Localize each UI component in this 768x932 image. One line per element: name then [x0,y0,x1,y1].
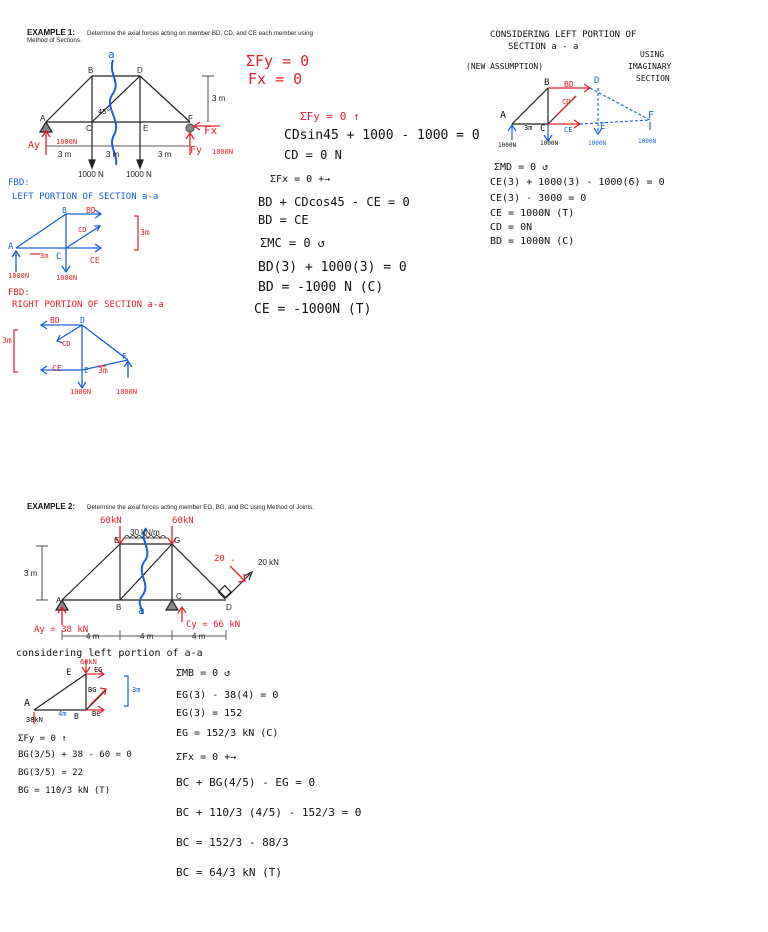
ex2-fbd-reaction: 38kN [26,716,43,724]
ex1-right-title-1: CONSIDERING LEFT PORTION OF [490,30,637,40]
ex1-node-a: A [40,114,46,123]
ex1-fbd-right-e: E [84,366,89,375]
ex2-fbd-base: 4m [58,710,67,718]
ex1-fbd-left-b: B [62,206,67,215]
ex2-mid-eq-7: BC + 110/3 (4/5) - 152/3 = 0 [176,806,362,819]
ex1-span-1: 3 m [58,150,72,159]
ex2-node-c: C [176,592,182,601]
ex2-fbd-eg: EG [94,666,103,674]
ex2-section-label: a [138,604,145,617]
ex1-fbd-left-load: 1000N [56,274,78,282]
ex1-right-eq-3: CE(3) - 3000 = 0 [490,193,587,204]
ex1-fbd-left-bd: BD [86,206,96,215]
ex2-fbd-load: 60kN [80,658,97,666]
ex2-header [27,502,427,511]
ex1-mid-eq-1: ΣFy = 0 ↑ [300,110,360,123]
ex1-node-f: F [188,114,193,123]
ex1-fbd-left-a: A [8,242,14,252]
ex2-span-3: 4 m [192,632,206,641]
ex1-rfbd-c: C [540,124,546,134]
ex1-fbd-left-cd: CD [78,226,87,234]
ex1-rfbd-d: D [594,76,600,86]
ex1-rfbd-l3: 1000N [588,140,607,147]
ex2-left-eq-1: ΣFy = 0 ↑ [18,734,67,744]
ex2-ay: Ay = 38 kN [34,625,89,635]
ex2-force: 20 kN [258,558,279,567]
ex1-using-1: USING [640,50,665,59]
ex1-fbd-left [12,210,101,272]
ex2-node-a: A [56,596,62,605]
ex1-fbd-left-reaction: 1000N [8,272,30,280]
ex1-fbd-right-base: 3m [98,366,108,375]
ex1-fbd-left-dim: 3m [140,228,150,237]
ex2-mid-eq-3: EG(3) = 152 [176,708,243,719]
ex1-rfbd-a: A [500,110,507,121]
ex1-fbd-right-dim: 3m [2,336,12,345]
ex1-rfbd-f: F [648,110,655,121]
ex2-left-eq-2: BG(3/5) + 38 - 60 = 0 [18,750,132,760]
ex1-dim-height: 3 m [212,94,226,103]
ex1-fbd-right-cd: CD [62,340,71,348]
ex1-rfbd-dim: 3m [524,124,533,132]
ex1-new-assumption: (NEW ASSUMPTION) [466,62,544,71]
ex1-description: Determine the axial forces acting on member BD, CD, and CE each member using [87,30,313,37]
ex1-load-1: 1000 N [78,170,104,179]
ex2-span-2: 4 m [140,632,154,641]
ex2-truss [36,536,252,611]
ex2-consider: considering left portion of a-a [16,648,203,659]
ex2-mid-eq-5: ΣFx = 0 +→ [176,752,237,763]
ex1-fbd-right-ce: CE [52,364,62,373]
ex1-fbd-right-d: D [80,316,85,325]
ex2-fbd-bc: BC [92,710,101,718]
ex1-fy: Fy [190,145,203,156]
ex1-fbd-left-title2: LEFT PORTION OF SECTION a-a [12,192,159,202]
ex1-mid-eq-7: ΣMC = 0 ↺ [260,236,326,250]
ex1-mid-eq-4: ΣFx = 0 +→ [270,174,331,185]
ex1-right-eq-5: CD = 0N [490,222,533,233]
ex1-rfbd-cd: CD [562,98,571,106]
ex2-cy: Cy = 66 kN [186,620,241,630]
ex1-fbd-right-reaction: 1000N [116,388,138,396]
ex1-ay-val: 1000N [56,138,78,146]
ex1-node-b: B [88,66,94,75]
ex1-fbd-right-title2: RIGHT PORTION OF SECTION a-a [12,300,164,310]
ex1-rfbd-l2: 1000N [540,140,559,147]
ex1-span-2: 3 m [106,150,120,159]
ex2-fbd-dim: 3m [132,686,141,694]
ex2-title: EXAMPLE 2: [27,502,76,511]
ex2-fbd-b: B [74,712,79,721]
ex1-right-eq-4: CE = 1000N (T) [490,208,575,219]
ex2-left-eq-3: BG(3/5) = 22 [18,768,84,778]
ex2-node-g: G [174,536,181,545]
ex1-rfbd-e: E [600,122,606,132]
ex1-angle: 45° [98,108,111,116]
ex1-node-c: C [86,124,92,133]
ex1-mid-eq-3: CD = 0 N [284,148,342,162]
ex1-description-2: Method of Sections. [27,37,82,44]
ex1-mid-eq-10: CE = -1000N (T) [254,302,372,317]
ex2-mid-eq-1: ΣMB = 0 ↺ [176,668,231,679]
ex1-node-d: D [137,66,143,75]
ex2-g-load: 60kN [172,516,194,526]
ex1-fbd-left-title1: FBD: [8,178,30,188]
ex2-fbd-a: A [24,698,31,709]
ex2-fbd-e: E [66,668,72,678]
ex1-eq-top-2: Fx = 0 [248,70,303,88]
ex2-node-b: B [116,603,122,612]
ex1-rfbd-b: B [544,78,550,88]
ex1-fbd-right-load: 1000N [70,388,92,396]
ex1-rfbd-ce: CE [564,126,573,134]
ex1-right-eq-1: ΣMD = 0 ↺ [494,162,549,173]
ex2-mid-eq-8: BC = 152/3 - 88/3 [176,836,289,849]
ex1-using-3: SECTION [636,74,670,83]
ex1-right-eq-2: CE(3) + 1000(3) - 1000(6) = 0 [490,177,665,188]
ex1-ay: Ay [28,140,41,151]
ex1-fbd-left-ce: CE [90,256,100,265]
ex2-e-load: 60kN [100,516,122,526]
ex1-span-3: 3 m [158,150,172,159]
ex1-fbd-right-f: F [122,352,127,361]
ex1-eq-top-1: ΣFy = 0 [246,52,310,70]
ex2-span-1: 4 m [86,632,100,641]
ex2-node-d: D [226,603,232,612]
ex1-node-e: E [143,124,149,133]
ex1-rfbd-l4: 1000N [638,138,657,145]
ex1-section-label: a [108,48,115,61]
ex1-mid-eq-2: CDsin45 + 1000 - 1000 = 0 [284,128,480,143]
ex1-fy-val: 1000N [212,148,234,156]
ex1-title: EXAMPLE 1: [27,28,76,37]
ex2-dim-height: 3 m [24,569,38,578]
ex1-fx: Fx [204,124,218,137]
ex1-fbd-left-c: C [56,252,62,262]
ex1-fbd-right [41,321,132,388]
ex2-fbd-bg: BG [88,686,97,694]
ex1-fbd-right-title1: FBD: [8,288,30,298]
ex1-rfbd-bd: BD [564,80,574,89]
ex2-description: Determine the axial forces acting member EG, BG, and BC using Method of Joints. [87,504,314,511]
ex1-mid-eq-9: BD = -1000 N (C) [258,280,384,295]
ex1-mid-eq-8: BD(3) + 1000(3) = 0 [258,260,407,275]
ex2-left-eq-4: BG = 110/3 kN (T) [18,786,111,796]
ex2-mid-eq-9: BC = 64/3 kN (T) [176,866,282,879]
ex1-right-eq-6: BD = 1000N (C) [490,236,575,247]
ex2-mid-eq-2: EG(3) - 38(4) = 0 [176,690,279,701]
ex2-mid-eq-4: EG = 152/3 kN (C) [176,728,279,739]
ex1-right-title-2: SECTION a - a [508,42,579,52]
ex1-mid-eq-6: BD = CE [258,213,309,227]
ex1-load-2: 1000 N [126,170,152,179]
ex1-using-2: IMAGINARY [628,62,672,71]
ex2-node-e: E [114,536,120,545]
ex2-force-red: 20 . [214,554,236,564]
ex1-fbd-left-base: 3m [40,252,49,260]
ex2-dist-load: 30 kN/m [130,528,160,537]
ex1-rfbd-l1: 1000N [498,142,517,149]
ex1-fbd-right-bd: BD [50,316,60,325]
ex1-mid-eq-5: BD + CDcos45 - CE = 0 [258,195,410,209]
ex2-mid-eq-6: BC + BG(4/5) - EG = 0 [176,776,316,789]
